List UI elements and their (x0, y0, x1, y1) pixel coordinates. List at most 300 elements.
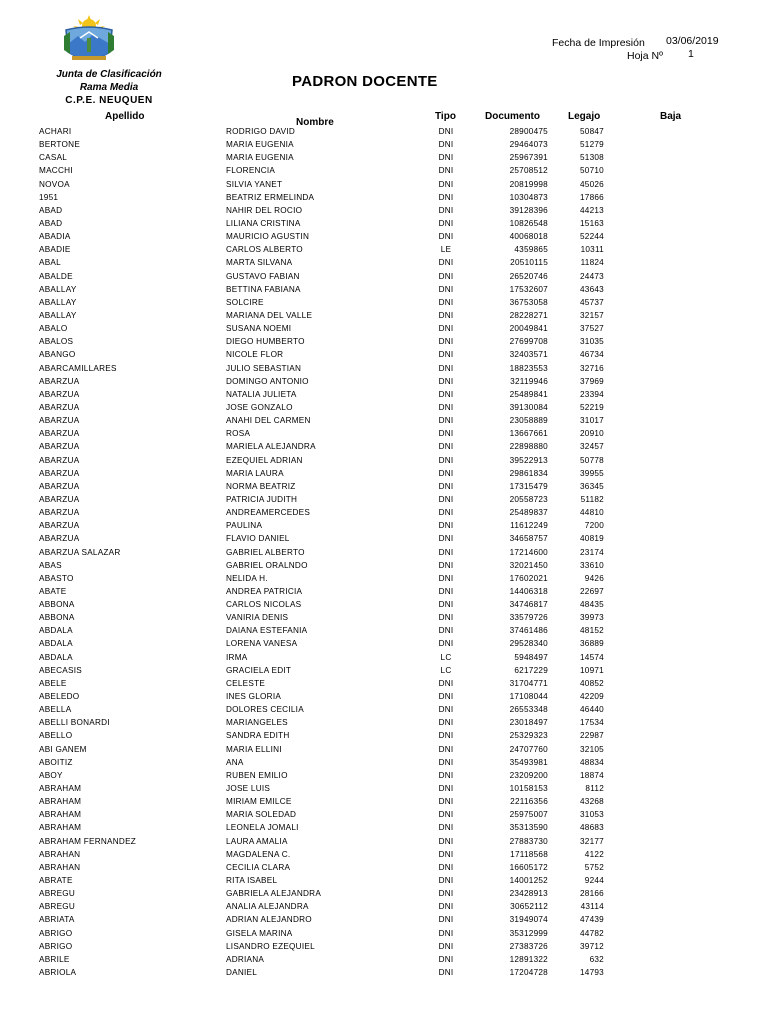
table-row (0, 335, 768, 348)
tipo-cell: DNI (438, 731, 454, 741)
tipo-cell: DNI (438, 363, 454, 373)
table-row (0, 125, 768, 138)
column-header-baja: Baja (660, 111, 682, 122)
documento-cell: 29861834 (509, 468, 548, 478)
apellido-cell: ABARZUA (39, 521, 80, 531)
table-row (0, 388, 768, 401)
documento-cell: 34658757 (509, 534, 548, 544)
tipo-cell: DNI (438, 941, 454, 951)
table-row (0, 953, 768, 966)
tipo-cell: DNI (438, 140, 454, 150)
tipo-cell: DNI (438, 337, 454, 347)
legajo-cell: 37527 (579, 324, 604, 334)
legajo-cell: 4122 (584, 849, 604, 859)
nombre-cell: GRACIELA EDIT (226, 665, 292, 675)
legajo-cell: 20910 (579, 429, 604, 439)
documento-cell: 14001252 (509, 876, 548, 886)
legajo-cell: 45026 (579, 179, 604, 189)
apellido-cell: ABRAHAM (39, 810, 82, 820)
table-row (0, 861, 768, 874)
documento-cell: 30652112 (510, 902, 548, 912)
nombre-cell: NATALIA JULIETA (226, 389, 297, 399)
table-row (0, 519, 768, 532)
column-header-documento: Documento (485, 111, 540, 122)
legajo-cell: 10971 (579, 665, 604, 675)
documento-cell: 11612249 (510, 521, 548, 531)
apellido-cell: ABELLI BONARDI (39, 718, 110, 728)
table-row (0, 322, 768, 335)
documento-cell: 39522913 (509, 455, 548, 465)
apellido-cell: ABRAHAM FERNANDEZ (39, 836, 137, 846)
documento-cell: 17315479 (509, 481, 548, 491)
nombre-cell: BETTINA FABIANA (226, 284, 301, 294)
legajo-cell: 39973 (579, 613, 604, 623)
legajo-cell: 28166 (579, 889, 604, 899)
documento-cell: 17532607 (509, 284, 548, 294)
legajo-cell: 46440 (579, 705, 604, 715)
apellido-cell: ABOY (39, 770, 63, 780)
apellido-cell: ABALOS (39, 337, 74, 347)
legajo-cell: 14793 (579, 968, 604, 977)
table-row (0, 243, 768, 256)
org-line-2: Rama Media (79, 82, 139, 93)
table-row (0, 427, 768, 440)
tipo-cell: DNI (438, 271, 454, 281)
table-row (0, 835, 768, 848)
table-row (0, 690, 768, 703)
tipo-cell: DNI (438, 626, 454, 636)
tipo-cell: DNI (438, 376, 454, 386)
legajo-cell: 23174 (579, 547, 604, 557)
tipo-cell: DNI (438, 876, 454, 886)
tipo-cell: DNI (438, 573, 454, 583)
tipo-cell: DNI (438, 205, 454, 215)
apellido-cell: ABRAHAM (39, 784, 82, 794)
apellido-cell: ABREGU (39, 889, 76, 899)
legajo-cell: 44782 (579, 928, 604, 938)
legajo-cell: 48834 (579, 757, 604, 767)
apellido-cell: ABDALA (39, 652, 73, 662)
nombre-cell: DAIANA ESTEFANIA (226, 626, 308, 636)
org-line-3: C.P.E. NEUQUEN (65, 95, 153, 106)
column-header-legajo: Legajo (568, 111, 601, 122)
apellido-cell: ABBONA (39, 613, 75, 623)
nombre-cell: MAURICIO AGUSTIN (226, 232, 310, 242)
documento-cell: 18823553 (509, 363, 548, 373)
nombre-cell: SOLCIRE (226, 297, 264, 307)
apellido-cell: ABRIOLA (39, 968, 77, 977)
table-row (0, 966, 768, 979)
legajo-cell: 17866 (579, 192, 604, 202)
nombre-cell: JOSE GONZALO (226, 402, 293, 412)
documento-cell: 20049841 (509, 324, 548, 334)
nombre-cell: RITA ISABEL (226, 876, 278, 886)
coat-of-arms-logo (58, 14, 120, 64)
apellido-cell: ABASTO (39, 573, 74, 583)
nombre-cell: GABRIEL ORALNDO (226, 560, 308, 570)
legajo-cell: 36345 (579, 481, 604, 491)
table-row (0, 256, 768, 269)
documento-cell: 20510115 (510, 258, 548, 268)
nombre-cell: DIEGO HUMBERTO (226, 337, 305, 347)
documento-cell: 39128396 (509, 205, 548, 215)
table-row (0, 795, 768, 808)
apellido-cell: 1951 (39, 192, 59, 202)
tipo-cell: DNI (438, 416, 454, 426)
tipo-cell: DNI (438, 232, 454, 242)
apellido-cell: ABARZUA (39, 481, 80, 491)
apellido-cell: ABRAHAN (39, 862, 81, 872)
table-row (0, 874, 768, 887)
table-row (0, 572, 768, 585)
tipo-cell: DNI (438, 639, 454, 649)
legajo-cell: 31017 (579, 416, 604, 426)
documento-cell: 14406318 (509, 586, 548, 596)
documento-cell: 17108044 (509, 692, 548, 702)
legajo-cell: 9426 (584, 573, 604, 583)
documento-cell: 20819998 (509, 179, 548, 189)
documento-cell: 37461486 (509, 626, 548, 636)
tipo-cell: DNI (438, 284, 454, 294)
nombre-cell: VANIRIA DENIS (226, 613, 289, 623)
nombre-cell: CECILIA CLARA (226, 862, 291, 872)
documento-cell: 12891322 (509, 954, 548, 964)
apellido-cell: ABBONA (39, 600, 75, 610)
table-row (0, 611, 768, 624)
nombre-cell: PAULINA (226, 521, 263, 531)
apellido-cell: ABALLAY (39, 284, 77, 294)
table-row (0, 651, 768, 664)
nombre-cell: DOMINGO ANTONIO (226, 376, 309, 386)
legajo-cell: 31035 (579, 337, 604, 347)
nombre-cell: FLAVIO DANIEL (226, 534, 290, 544)
legajo-cell: 47439 (579, 915, 604, 925)
documento-cell: 27699708 (509, 337, 548, 347)
tipo-cell: DNI (438, 153, 454, 163)
documento-cell: 28900475 (509, 127, 548, 136)
tipo-cell: DNI (438, 836, 454, 846)
legajo-cell: 32457 (579, 442, 604, 452)
nombre-cell: INES GLORIA (226, 692, 282, 702)
tipo-cell: DNI (438, 862, 454, 872)
apellido-cell: ABARZUA (39, 416, 80, 426)
apellido-cell: ABREGU (39, 902, 76, 912)
tipo-cell: DNI (438, 310, 454, 320)
nombre-cell: MARIA ELLINI (226, 744, 282, 754)
table-row (0, 887, 768, 900)
tipo-cell: DNI (438, 218, 454, 228)
nombre-cell: ROSA (226, 429, 251, 439)
documento-cell: 4359865 (514, 245, 548, 255)
table-row (0, 559, 768, 572)
apellido-cell: ABAD (39, 205, 63, 215)
documento-cell: 29528340 (509, 639, 548, 649)
documento-cell: 16605172 (509, 862, 548, 872)
nombre-cell: SILVIA YANET (226, 179, 283, 189)
apellido-cell: ABARZUA (39, 455, 80, 465)
tipo-cell: DNI (438, 692, 454, 702)
legajo-cell: 39712 (579, 941, 604, 951)
sheet-number: 1 (688, 48, 694, 60)
nombre-cell: MARIANGELES (226, 718, 288, 728)
table-row (0, 178, 768, 191)
apellido-cell: ABARZUA (39, 534, 80, 544)
documento-cell: 25708512 (509, 166, 548, 176)
apellido-cell: ABARZUA (39, 376, 80, 386)
legajo-cell: 48152 (579, 626, 604, 636)
table-row (0, 808, 768, 821)
nombre-cell: MARIELA ALEJANDRA (226, 442, 316, 452)
legajo-cell: 48683 (579, 823, 604, 833)
legajo-cell: 46734 (579, 350, 604, 360)
documento-cell: 17204728 (509, 968, 548, 977)
table-row (0, 743, 768, 756)
tipo-cell: DNI (438, 402, 454, 412)
nombre-cell: GABRIELA ALEJANDRA (226, 889, 322, 899)
legajo-cell: 22697 (579, 586, 604, 596)
table-row (0, 138, 768, 151)
apellido-cell: ABATE (39, 586, 67, 596)
nombre-cell: MARIA EUGENIA (226, 153, 294, 163)
apellido-cell: ABRIGO (39, 941, 73, 951)
tipo-cell: DNI (438, 455, 454, 465)
tipo-cell: DNI (438, 534, 454, 544)
nombre-cell: LISANDRO EZEQUIEL (226, 941, 315, 951)
nombre-cell: PATRICIA JUDITH (226, 494, 298, 504)
legajo-cell: 50847 (579, 127, 604, 136)
tipo-cell: DNI (438, 954, 454, 964)
tipo-cell: DNI (438, 770, 454, 780)
nombre-cell: NELIDA H. (226, 573, 268, 583)
tipo-cell: DNI (438, 324, 454, 334)
tipo-cell: DNI (438, 179, 454, 189)
apellido-cell: ABECASIS (39, 665, 82, 675)
tipo-cell: DNI (438, 166, 454, 176)
tipo-cell: DNI (438, 968, 454, 977)
tipo-cell: DNI (438, 718, 454, 728)
apellido-cell: ABALLAY (39, 297, 77, 307)
table-row (0, 454, 768, 467)
nombre-cell: GUSTAVO FABIAN (226, 271, 300, 281)
apellido-cell: ABRILE (39, 954, 70, 964)
documento-cell: 29464073 (509, 140, 548, 150)
table-row (0, 283, 768, 296)
table-row (0, 927, 768, 940)
documento-cell: 10304873 (509, 192, 548, 202)
table-row (0, 506, 768, 519)
table-row (0, 913, 768, 926)
table-row (0, 309, 768, 322)
apellido-cell: ABAL (39, 258, 61, 268)
legajo-cell: 15163 (579, 218, 604, 228)
apellido-cell: ABARZUA (39, 468, 80, 478)
documento-cell: 10158153 (509, 784, 548, 794)
legajo-cell: 44810 (579, 508, 604, 518)
apellido-cell: MACCHI (39, 166, 73, 176)
documento-cell: 35312999 (509, 928, 548, 938)
documento-cell: 23018497 (509, 718, 548, 728)
apellido-cell: ACHARI (39, 127, 72, 136)
apellido-cell: ABRATE (39, 876, 73, 886)
legajo-cell: 8112 (585, 784, 604, 794)
table-row (0, 729, 768, 742)
documento-cell: 40068018 (509, 232, 548, 242)
nombre-cell: JOSE LUIS (226, 784, 271, 794)
table-row (0, 348, 768, 361)
apellido-cell: ABARZUA (39, 494, 80, 504)
apellido-cell: ABARZUA (39, 389, 80, 399)
apellido-cell: ABI GANEM (39, 744, 87, 754)
nombre-cell: CARLOS ALBERTO (226, 245, 303, 255)
legajo-cell: 32177 (579, 836, 604, 846)
tipo-cell: DNI (438, 586, 454, 596)
documento-cell: 28228271 (509, 310, 548, 320)
legajo-cell: 39955 (579, 468, 604, 478)
legajo-cell: 632 (589, 954, 604, 964)
apellido-cell: ABARZUA (39, 442, 80, 452)
legajo-cell: 52244 (579, 232, 604, 242)
table-row (0, 624, 768, 637)
legajo-cell: 45737 (579, 297, 604, 307)
nombre-cell: ANAHI DEL CARMEN (226, 416, 311, 426)
nombre-cell: MARIA LAURA (226, 468, 284, 478)
legajo-cell: 9244 (584, 876, 604, 886)
nombre-cell: GABRIEL ALBERTO (226, 547, 305, 557)
apellido-cell: ABRAHAN (39, 849, 81, 859)
tipo-cell: DNI (438, 902, 454, 912)
table-row (0, 375, 768, 388)
documento-cell: 25489841 (509, 389, 548, 399)
documento-cell: 5948497 (514, 652, 548, 662)
tipo-cell: DNI (438, 481, 454, 491)
legajo-cell: 31053 (579, 810, 604, 820)
tipo-cell: DNI (438, 757, 454, 767)
nombre-cell: DOLORES CECILIA (226, 705, 304, 715)
apellido-cell: ABALDE (39, 271, 73, 281)
tipo-cell: DNI (438, 797, 454, 807)
documento-cell: 17214600 (509, 547, 548, 557)
apellido-cell: ABELLA (39, 705, 72, 715)
legajo-cell: 43643 (579, 284, 604, 294)
table-row (0, 664, 768, 677)
documento-cell: 25489837 (509, 508, 548, 518)
nombre-cell: RODRIGO DAVID (226, 127, 296, 136)
legajo-cell: 37969 (579, 376, 604, 386)
documento-cell: 35313590 (509, 823, 548, 833)
tipo-cell: DNI (438, 810, 454, 820)
table-row (0, 164, 768, 177)
documento-cell: 31949074 (509, 915, 548, 925)
documento-cell: 23209200 (509, 770, 548, 780)
table-row (0, 362, 768, 375)
apellido-cell: ABARZUA (39, 429, 80, 439)
apellido-cell: ABRAHAM (39, 823, 82, 833)
nombre-cell: ANDREAMERCEDES (226, 508, 311, 518)
apellido-cell: ABAD (39, 218, 63, 228)
documento-cell: 32021450 (509, 560, 548, 570)
tipo-cell: DNI (438, 429, 454, 439)
nombre-cell: EZEQUIEL ADRIAN (226, 455, 303, 465)
legajo-cell: 48435 (579, 600, 604, 610)
documento-cell: 26520746 (509, 271, 548, 281)
tipo-cell: DNI (438, 258, 454, 268)
apellido-cell: ABDALA (39, 626, 73, 636)
legajo-cell: 23394 (579, 389, 604, 399)
table-row (0, 440, 768, 453)
table-row (0, 598, 768, 611)
nombre-cell: FLORENCIA (226, 166, 276, 176)
apellido-cell: NOVOA (39, 179, 70, 189)
legajo-cell: 22987 (579, 731, 604, 741)
tipo-cell: DNI (438, 928, 454, 938)
nombre-cell: ADRIAN ALEJANDRO (226, 915, 312, 925)
table-row (0, 703, 768, 716)
tipo-cell: DNI (438, 784, 454, 794)
documento-cell: 35493981 (509, 757, 548, 767)
documento-cell: 17602021 (509, 573, 548, 583)
nombre-cell: DANIEL (226, 968, 258, 977)
nombre-cell: LAURA AMALIA (226, 836, 288, 846)
organization-block (20, 68, 198, 107)
apellido-cell: ABELEDO (39, 692, 80, 702)
legajo-cell: 51182 (580, 494, 604, 504)
nombre-cell: RUBEN EMILIO (226, 770, 288, 780)
apellido-cell: ABOITIZ (39, 757, 73, 767)
apellido-cell: ABELE (39, 678, 67, 688)
documento-cell: 23428913 (509, 889, 548, 899)
table-row (0, 493, 768, 506)
table-row (0, 401, 768, 414)
tipo-cell: DNI (438, 508, 454, 518)
table-row (0, 151, 768, 164)
documento-cell: 6217229 (514, 665, 548, 675)
legajo-cell: 40819 (579, 534, 604, 544)
table-row (0, 270, 768, 283)
tipo-cell: LC (440, 652, 452, 662)
table-row (0, 204, 768, 217)
apellido-cell: ABDALA (39, 639, 73, 649)
documento-cell: 33579726 (509, 613, 548, 623)
table-row (0, 480, 768, 493)
documento-cell: 25329323 (509, 731, 548, 741)
apellido-cell: ABALO (39, 324, 68, 334)
print-date-label: Fecha de Impresión (552, 37, 645, 49)
documento-cell: 20558723 (509, 494, 548, 504)
page-title: PADRON DOCENTE (292, 73, 438, 90)
nombre-cell: SANDRA EDITH (226, 731, 290, 741)
nombre-cell: ANA (226, 757, 244, 767)
legajo-cell: 52219 (579, 402, 604, 412)
legajo-cell: 43268 (579, 797, 604, 807)
legajo-cell: 36889 (579, 639, 604, 649)
apellido-cell: ABALLAY (39, 310, 77, 320)
apellido-cell: CASAL (39, 153, 68, 163)
nombre-cell: MARIA SOLEDAD (226, 810, 297, 820)
documento-cell: 13667661 (509, 429, 548, 439)
tipo-cell: LC (440, 665, 452, 675)
tipo-cell: DNI (438, 297, 454, 307)
column-header-tipo: Tipo (435, 111, 456, 122)
legajo-cell: 18874 (579, 770, 604, 780)
documento-cell: 32403571 (509, 350, 548, 360)
table-row (0, 769, 768, 782)
print-date: 03/06/2019 (666, 35, 719, 47)
nombre-cell: IRMA (226, 652, 248, 662)
nombre-cell: MARIANA DEL VALLE (226, 310, 313, 320)
documento-cell: 22116356 (510, 797, 548, 807)
nombre-cell: MARTA SILVANA (226, 258, 293, 268)
legajo-cell: 40852 (579, 678, 604, 688)
